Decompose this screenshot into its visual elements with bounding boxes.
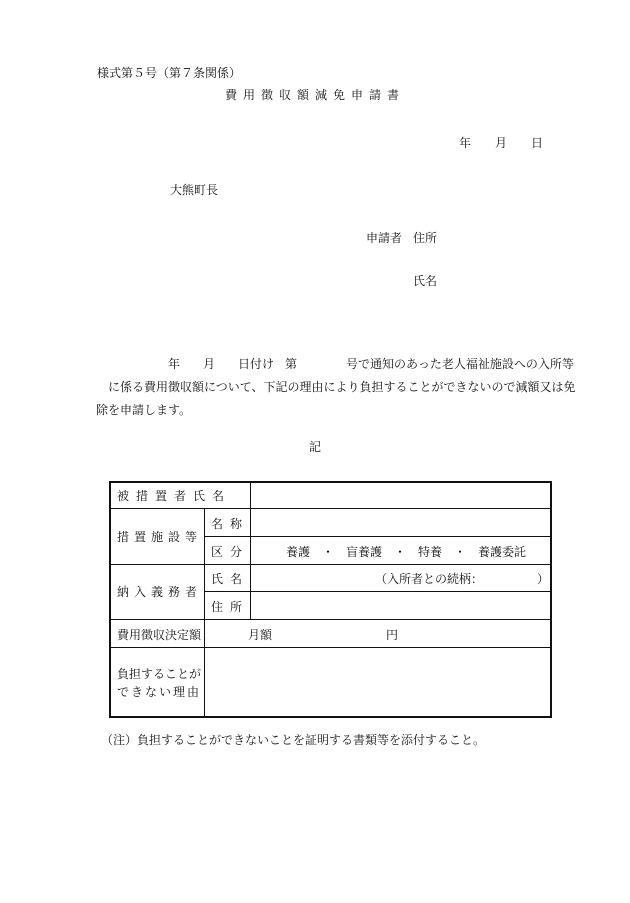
ki-heading: 記 [308, 440, 321, 454]
body-dated: 日付け [238, 357, 275, 371]
reason-label-line1: 負担することが [117, 667, 202, 681]
payer-name-label: 氏名 [211, 572, 250, 586]
body-line2: に係る費用徴収額について、下記の理由により負担することができないので減額又は免 [108, 380, 576, 394]
date-month-label: 月 [495, 136, 508, 150]
body-line3: 除を申請します。 [96, 403, 192, 417]
body-number-prefix: 第 [285, 357, 298, 371]
body-year: 年 [168, 357, 181, 371]
date-day-label: 日 [531, 136, 544, 150]
fee-monthly-label: 月額 [248, 628, 273, 642]
body-month: 月 [203, 357, 216, 371]
date-year-label: 年 [459, 136, 472, 150]
applicant-address-label: 住所 [413, 231, 438, 245]
footnote: （注）負担することができないことを証明する書類等を添付すること。 [101, 733, 486, 747]
applicant-name-label: 氏名 [413, 274, 438, 288]
row-divider [111, 508, 550, 509]
row-divider [111, 564, 550, 565]
form-number: 様式第５号（第７条関係） [97, 66, 242, 80]
application-table [109, 481, 552, 718]
column-divider [250, 483, 251, 619]
facility-category-options: 養護 ・ 盲養護 ・ 特養 ・ 養護委託 [286, 545, 527, 559]
subject-name-label: 被措置者氏名 [117, 489, 232, 503]
recipient: 大熊町長 [170, 183, 219, 197]
fee-unit: 円 [386, 628, 399, 642]
reason-label-line2: できない理由 [117, 685, 202, 699]
row-divider [111, 619, 550, 620]
payer-label: 納入義務者 [117, 585, 203, 599]
facility-name-label: 名称 [211, 517, 250, 531]
payer-relation: （入所者との続柄： ） [375, 572, 550, 586]
payer-address-label: 住所 [211, 600, 250, 614]
row-divider [204, 591, 550, 592]
column-divider [204, 508, 205, 716]
facility-label: 措置施設等 [117, 530, 203, 544]
facility-category-label: 区分 [211, 545, 250, 559]
body-line1-rest: 号で通知のあった老人福祉施設への入所等 [346, 357, 574, 371]
row-divider [204, 536, 550, 537]
applicant-label: 申請者 [366, 231, 403, 245]
fee-label: 費用徴収決定額 [117, 628, 202, 642]
row-divider [111, 647, 550, 648]
document-title: 費用徴収額減免申請書 [224, 88, 405, 102]
